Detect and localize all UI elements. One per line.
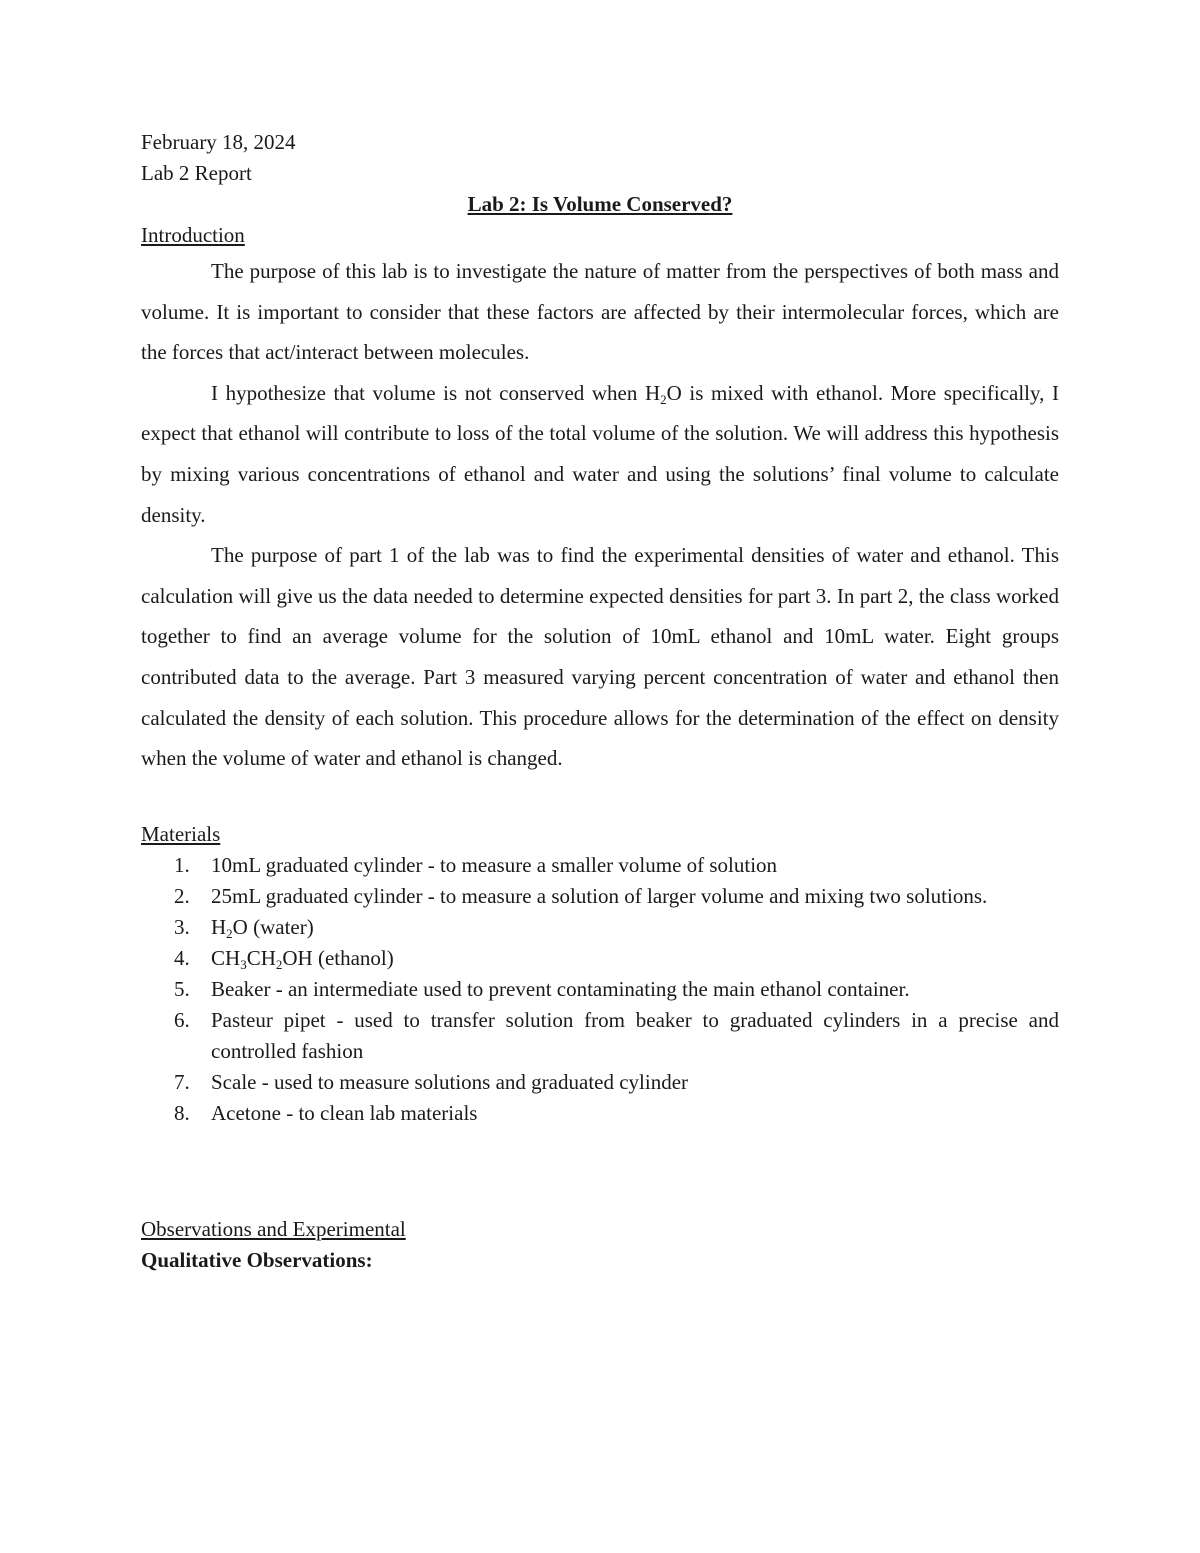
list-item: 6. Pasteur pipet - used to transfer solution from beaker to graduated cylinders in a precise and controlled fashion: [174, 1007, 1059, 1063]
list-item: 5. Beaker - an intermediate used to prevent contaminating the main ethanol container.: [174, 976, 910, 1001]
list-item: 2. 25mL graduated cylinder - to measure a solution of larger volume and mixing two solutions.: [174, 883, 988, 908]
intro-paragraph-1: The purpose of this lab is to investigate the nature of matter from the perspectives of both mass and volume. It is important to consider that these factors are affected by their intermolecular forces, which are the forces that act/interact between molecules.: [141, 259, 1059, 365]
qualitative-observations-heading: Qualitative Observations:: [141, 1247, 373, 1272]
list-item: 3. $H_2O$ (water): [174, 914, 314, 941]
list-item: 1. 10mL graduated cylinder - to measure a smaller volume of solution: [174, 852, 778, 877]
intro-paragraph-3: The purpose of part 1 of the lab was to find the experimental densities of water and ethanol. This calculation will give us the data needed to determine expected densities for part 3. In part 2, the class worked together to find an average volume for the solution of 10mL ethanol and 10mL water. Eight groups contributed data to the average. Part 3 measured varying percent concentration of water and ethanol then calculated the density of each solution. This procedure allows for the determination of the effect on density when the volume of water and ethanol is changed.: [141, 543, 1059, 771]
observations-heading: Observations and Experimental: [141, 1216, 406, 1241]
introduction-heading: Introduction: [141, 223, 245, 247]
intro-paragraph-2: I hypothesize that volume is not conserved when $H_2O$ is mixed with ethanol. More specifically, I expect that ethanol will contribute to loss of the total volume of the solution. We will address this hypothesis by mixing various concentrations of ethanol and water and using the solutions’ final volume to calculate density.: [141, 380, 1059, 527]
document-page: [141, 127, 1059, 1276]
page-title: Lab 2: Is Volume Conserved?: [467, 192, 733, 216]
materials-list: [141, 850, 1059, 1129]
list-item: 8. Acetone - to clean lab materials: [174, 1100, 478, 1125]
materials-heading: Materials: [141, 821, 221, 846]
report-date: February 18, 2024: [141, 130, 296, 154]
report-label: Lab 2 Report: [141, 161, 252, 185]
list-item: 7. Scale - used to measure solutions and graduated cylinder: [174, 1069, 689, 1094]
list-item: 4. $CH_3CH_2OH$ (ethanol): [174, 945, 394, 972]
